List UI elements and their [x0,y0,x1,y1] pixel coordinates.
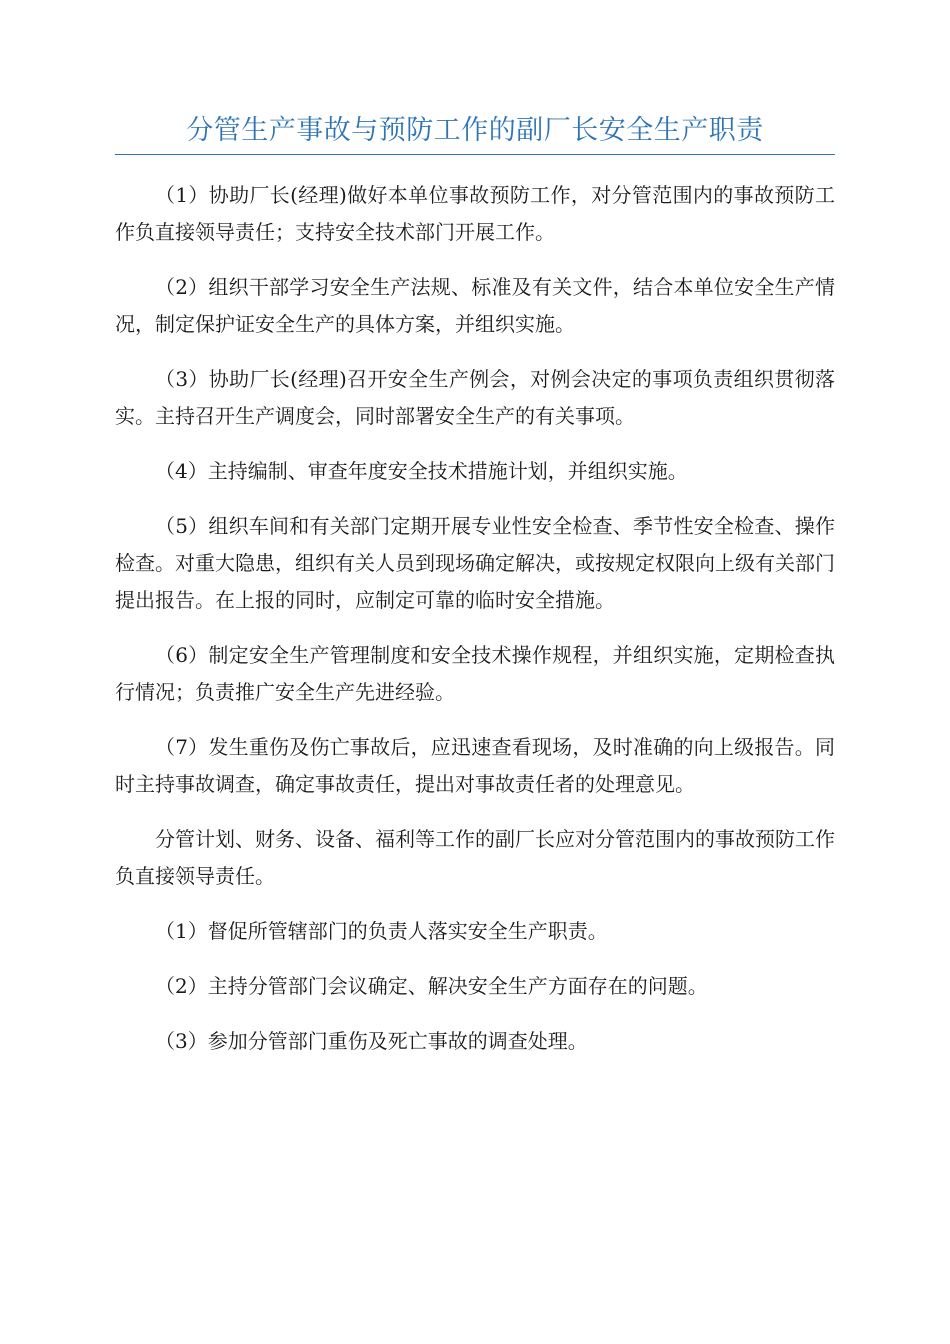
paragraph: （1）协助厂长(经理)做好本单位事故预防工作，对分管范围内的事故预防工作负直接领导责任；支持安全技术部门开展工作。 [115,183,835,244]
paragraph: （3）参加分管部门重伤及死亡事故的调查处理。 [155,1029,588,1053]
document-page [115,112,835,1078]
paragraph: （2）组织干部学习安全生产法规、标准及有关文件，结合本单位安全生产情况，制定保护证安全生产的具体方案，并组织实施。 [115,275,835,336]
paragraph: （1）督促所管辖部门的负责人落实安全生产职责。 [155,919,608,943]
paragraph: （7）发生重伤及伤亡事故后，应迅速查看现场，及时准确的向上级报告。同时主持事故调查，确定事故责任，提出对事故责任者的处理意见。 [115,735,835,796]
paragraph: （4）主持编制、审查年度安全技术措施计划，并组织实施。 [155,459,688,483]
paragraph: （6）制定安全生产管理制度和安全技术操作规程，并组织实施，定期检查执行情况；负责推广安全生产先进经验。 [115,643,835,704]
paragraph: （5）组织车间和有关部门定期开展专业性安全检查、季节性安全检查、操作检查。对重大隐患，组织有关人员到现场确定解决，或按规定权限向上级有关部门提出报告。在上报的同时，应制定可靠的临时安全措施。 [115,514,835,612]
section-intro-paragraph: 分管计划、财务、设备、福利等工作的副厂长应对分管范围内的事故预防工作负直接领导责任。 [115,827,835,888]
document-title: 分管生产事故与预防工作的副厂长安全生产职责 [115,112,835,155]
paragraph: （2）主持分管部门会议确定、解决安全生产方面存在的问题。 [155,974,708,998]
paragraph: （3）协助厂长(经理)召开安全生产例会，对例会决定的事项负责组织贯彻落实。主持召开生产调度会，同时部署安全生产的有关事项。 [115,367,835,428]
document-body [115,177,835,1060]
